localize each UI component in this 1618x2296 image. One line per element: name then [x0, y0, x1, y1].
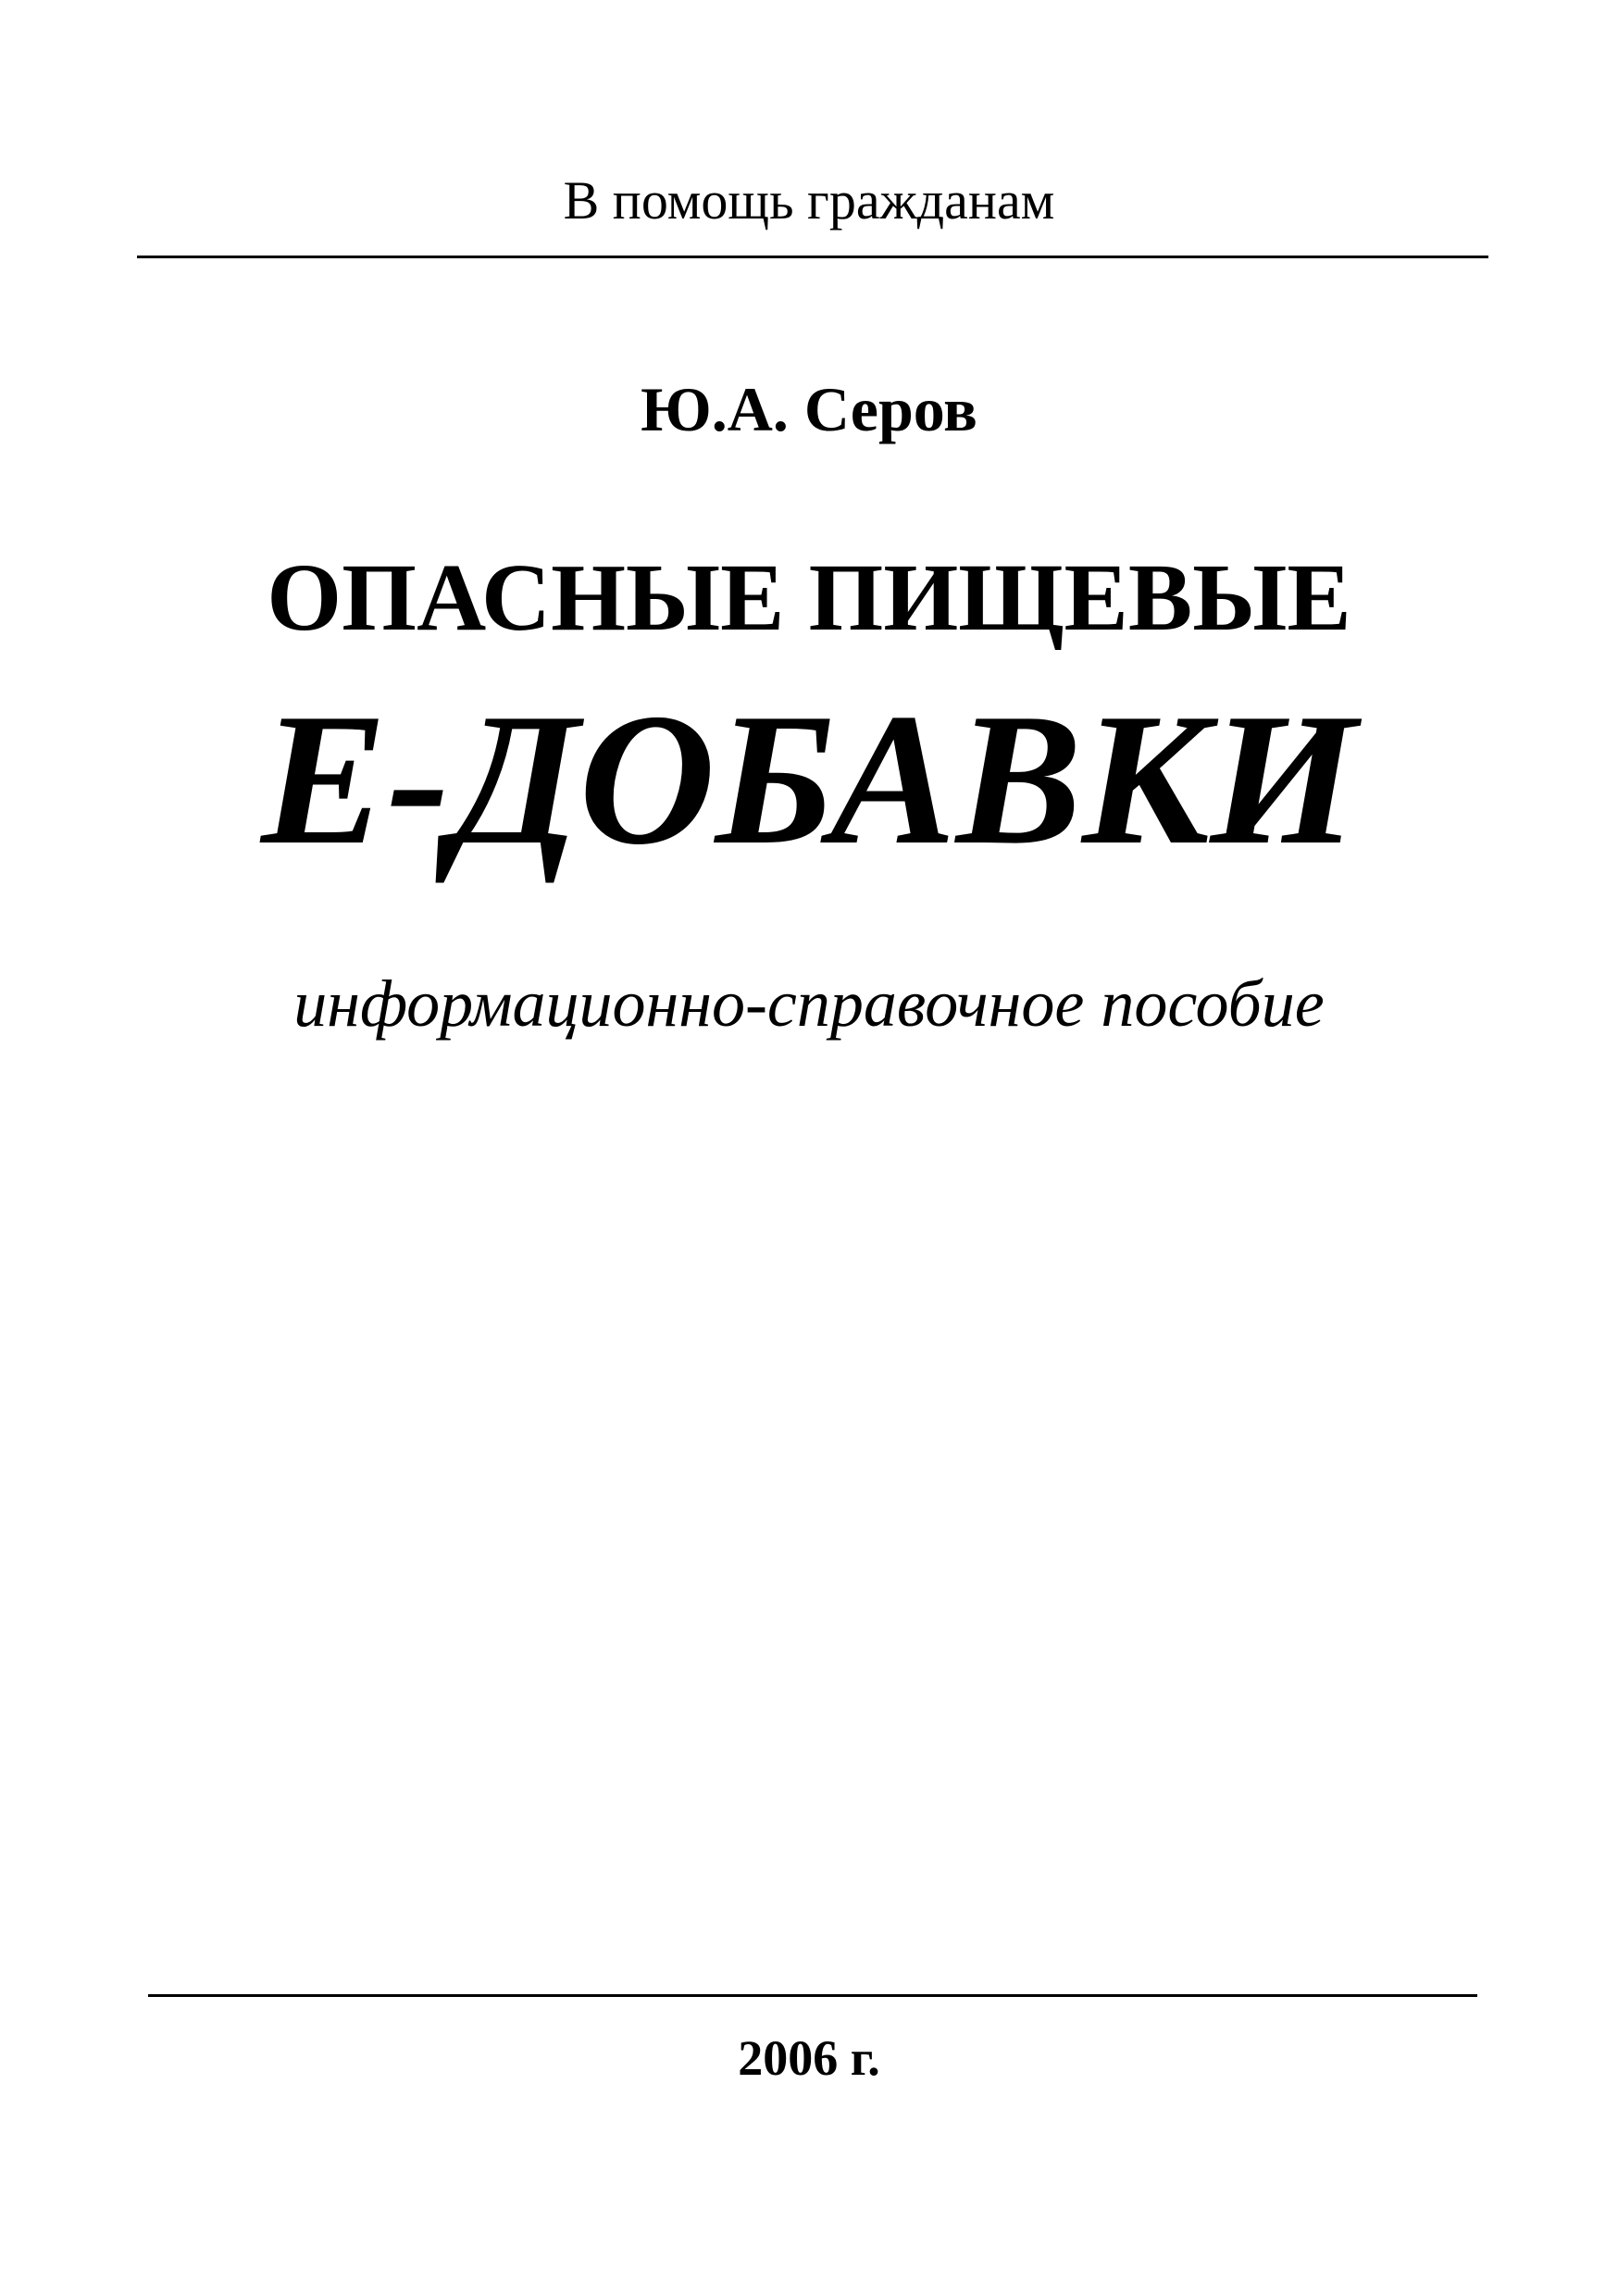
- publication-year: 2006 г.: [738, 2030, 880, 2086]
- book-title-line-2: Е-ДОБАВКИ: [261, 675, 1357, 884]
- book-title-line-1: ОПАСНЫЕ ПИЩЕВЫЕ: [267, 544, 1351, 651]
- bottom-divider: [148, 1994, 1477, 1997]
- author-name: Ю.А. Серов: [641, 374, 977, 444]
- book-subtitle: информационно-справочное пособие: [293, 967, 1325, 1041]
- series-heading: В помощь гражданам: [563, 170, 1055, 231]
- top-divider: [137, 256, 1488, 258]
